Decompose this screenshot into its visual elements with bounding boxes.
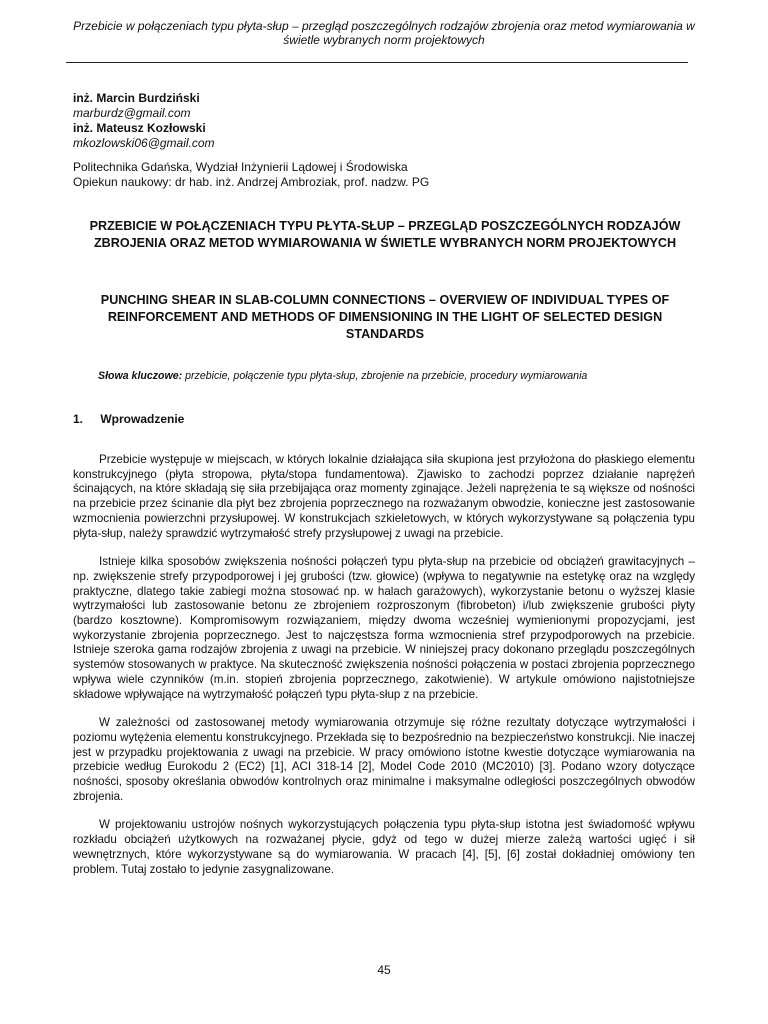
affiliation-block xyxy=(73,160,693,190)
paragraph: W projektowaniu ustrojów nośnych wykorzystujących połączenia typu płyta-słup istotna jest świadomość wpływu rozkładu obciążeń użytkowych na rozważanej płycie, gdyż od tego w dużej mierze zależą wartości ugięć i sił wewnętrznych, które wykorzystywane są do wymiarowania. W pracach [4], [5], [6] został dokładniej omówiony ten problem. Tutaj zostało to jedynie zasygnalizowane. xyxy=(73,818,695,876)
author-block xyxy=(73,91,693,151)
body-text xyxy=(73,453,695,891)
section-number: 1. xyxy=(73,412,84,426)
page-number: 45 xyxy=(377,963,391,977)
section-heading xyxy=(73,412,693,427)
paragraph: Istnieje kilka sposobów zwiększenia nośności połączeń typu płyta-słup na przebicie od obciążeń grawitacyjnych – np. zwiększenie strefy przypodporowej i jej grubości (tzw. głowice) (wpływa to negatywnie na estetykę oraz na względy praktyczne, dlatego takie zabiegi można stosować np. w halach garażowych), wykorzystanie betonu o wyższej klasie wytrzymałości lub zastosowanie betonu ze zbrojeniem rozproszonym (fibrobeton) i/lub zwiększenie grubości płyty (bardzo kosztowne). Kompromisowym rozwiązaniem, między dwoma wcześniej wymienionymi propozycjami, jest wykorzystanie zbrojenia poprzecznego. Jest to najczęstsza forma wzmocnienia stref przypodporowych na przebicie. Istnieje szeroka gama rodzajów zbrojenia z uwagi na przebicie. W niniejszej pracy dokonano przeglądu poszczególnych systemów stosowanych w praktyce. Na skuteczność zwiększenia nośności połączenia w postaci zbrojenia poprzecznego wpływa wiele czynników (m.in. stopień zbrojenia poprzecznego, zakotwienie). W artykule omówiono najistotniejsze składowe wpływające na wytrzymałość połączeń typu płyta-słup z na przebicie. xyxy=(73,555,695,701)
author-email[interactable]: marburdz@gmail.com xyxy=(73,106,191,120)
author-email[interactable]: mkozlowski06@gmail.com xyxy=(73,136,215,150)
paragraph: W zależności od zastosowanej metody wymiarowania otrzymuje się różne rezultaty dotyczące wytrzymałości i poziomu wytężenia elementu konstrukcyjnego. Przekłada się to bezpośrednio na bezpieczeństwo konstrukcji. Nie inaczej jest w przypadku projektowania z uwagi na przebicie. W pracy omówiono istotne kwestie dotyczące wymiarowania na przebicie według Eurokodu 2 (EC2) [1], ACI 318-14 [2], Model Code 2010 (MC2010) [3]. Podano wzory dotyczące nośności, sposoby określania obwodów kontrolnych oraz minimalne i maksymalne odległości poszczególnych obwodów zbrojenia. xyxy=(73,716,695,803)
title-english: PUNCHING SHEAR IN SLAB-COLUMN CONNECTIONS – OVERVIEW OF INDIVIDUAL TYPES OF REINFORCEMENT AND METHODS OF DIMENSIONING IN THE LIGHT OF SELECTED DESIGN STANDARDS xyxy=(100,293,670,341)
keywords xyxy=(98,369,698,383)
header-rule xyxy=(66,62,688,63)
author-name: inż. Marcin Burdziński xyxy=(73,91,200,105)
keywords-label: Słowa kluczowe: xyxy=(98,370,183,382)
title-polish: PRZEBICIE W POŁĄCZENIACH TYPU PŁYTA-SŁUP – PRZEGLĄD POSZCZEGÓLNYCH RODZAJÓW ZBROJENIA ORAZ METOD WYMIAROWANIA W ŚWIETLE WYBRANYCH NORM PROJEKTOWYCH xyxy=(89,219,681,250)
keywords-text: przebicie, połączenie typu płyta-słup, zbrojenie na przebicie, procedury wymiarowania xyxy=(185,370,588,382)
paragraph: Przebicie występuje w miejscach, w których lokalnie działająca siła skupiona jest przyłożona do płaskiego elementu konstrukcyjnego (płyta stropowa, płyta/stopa fundamentowa). Zjawisko to zachodzi poprzez działanie naprężeń ścinających, na które składają się siła przebijająca oraz momenty zginające. Jeżeli naprężenia te są większe od nośności na przebicie przez ścinanie dla płyt bez zbrojenia poprzecznego na rozważanym obwodzie, konieczne jest zastosowanie wzmocnienia powierzchni przysłupowej. W konstrukcjach szkieletowych, w których wykorzystywane są połączenia typu płyta-słup, należy sprawdzić wytrzymałość strefy przysłupowej z uwagi na przebicie. xyxy=(73,453,695,540)
institution: Politechnika Gdańska, Wydział Inżynierii Lądowej i Środowiska xyxy=(73,160,408,174)
running-head: Przebicie w połączeniach typu płyta-słup – przegląd poszczególnych rodzajów zbrojenia oraz metod wymiarowania w świetle wybranych norm projektowych xyxy=(73,19,695,47)
author-name: inż. Mateusz Kozłowski xyxy=(73,121,206,135)
section-title: Wprowadzenie xyxy=(100,412,185,426)
supervisor: Opiekun naukowy: dr hab. inż. Andrzej Ambroziak, prof. nadzw. PG xyxy=(73,175,430,189)
